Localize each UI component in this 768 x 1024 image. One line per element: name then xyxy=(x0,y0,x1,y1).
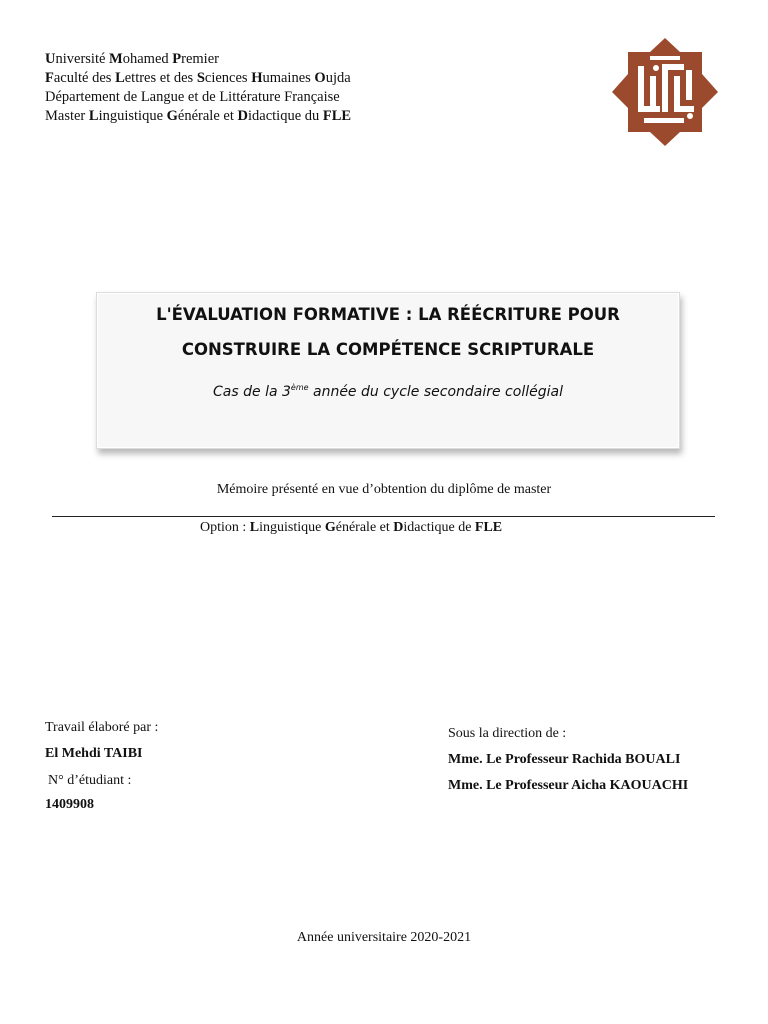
department-name: Département de Langue et de Littérature Française xyxy=(45,89,340,105)
university-header xyxy=(45,50,351,126)
author-label: Travail élaboré par : xyxy=(45,720,159,735)
author-name: El Mehdi TAIBI xyxy=(45,746,143,761)
direction-label: Sous la direction de : xyxy=(448,726,567,741)
subtitle: Cas de la 3ème année du cycle secondaire collégial xyxy=(213,383,563,400)
master-name: Master Linguistique Générale et Didactique du FLE xyxy=(45,108,352,124)
faculty-name: Faculté des Lettres et des Sciences Humaines Oujda xyxy=(45,70,351,86)
student-id-value: 1409908 xyxy=(45,797,94,812)
title-box xyxy=(96,292,680,449)
divider xyxy=(52,516,715,517)
supervisor-1: Mme. Le Professeur Rachida BOUALI xyxy=(448,752,681,767)
academic-year: Année universitaire 2020-2021 xyxy=(296,930,472,945)
student-id-label: N° d’étudiant : xyxy=(48,773,132,788)
university-logo xyxy=(610,36,720,148)
university-name: Université Mohamed Premier xyxy=(45,51,219,67)
option-line: Option : Linguistique Générale et Didactique de FLE xyxy=(200,520,503,535)
title-line-1: L'ÉVALUATION FORMATIVE : LA RÉÉCRITURE POUR xyxy=(156,305,620,324)
memoire-statement: Mémoire présenté en vue d’obtention du diplôme de master xyxy=(216,482,552,497)
supervisor-2: Mme. Le Professeur Aicha KAOUACHI xyxy=(448,778,689,793)
title-line-2: CONSTRUIRE LA COMPÉTENCE SCRIPTURALE xyxy=(181,340,595,359)
